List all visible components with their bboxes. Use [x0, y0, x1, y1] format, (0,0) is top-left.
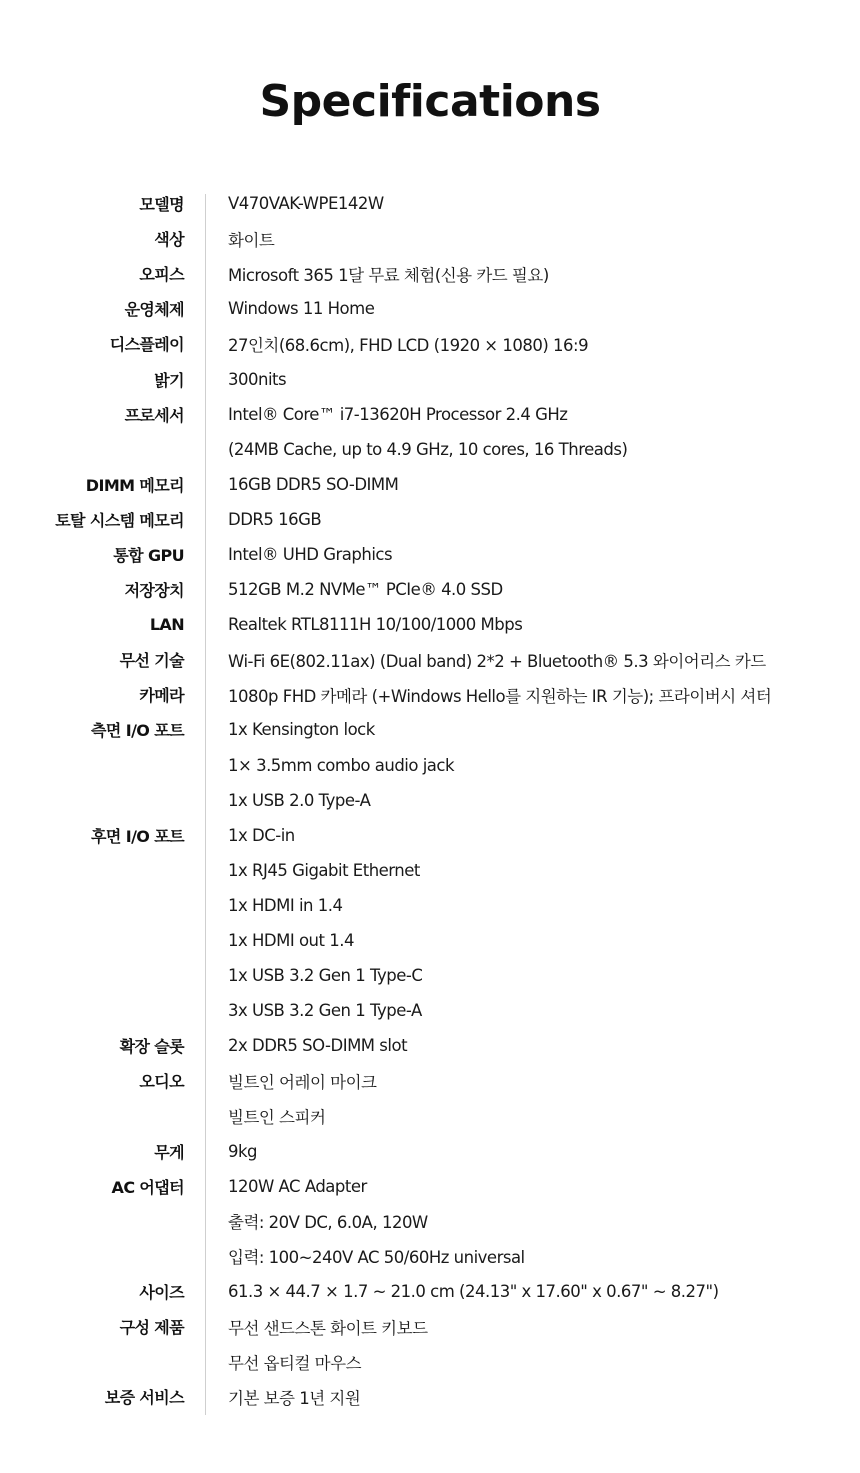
- spec-value: 빌트인 스피커: [228, 1107, 326, 1127]
- spec-row: [0, 1274, 860, 1309]
- spec-row: [0, 291, 860, 326]
- spec-label: 측면 I/O 포트: [91, 721, 184, 741]
- spec-row: [0, 853, 860, 888]
- spec-value: 1x HDMI out 1.4: [228, 931, 354, 951]
- spec-value: 1080p FHD 카메라 (+Windows Hello를 지원하는 IR 기능); 프라이버시 셔터: [228, 686, 772, 706]
- spec-row: [0, 888, 860, 923]
- spec-row: [0, 1239, 860, 1274]
- spec-label: 카메라: [139, 686, 184, 706]
- spec-label: AC 어댑터: [111, 1177, 184, 1197]
- spec-row: [0, 361, 860, 396]
- spec-value: 2x DDR5 SO-DIMM slot: [228, 1036, 408, 1056]
- spec-value: 화이트: [228, 230, 275, 250]
- spec-value: 300nits: [228, 369, 287, 389]
- spec-row: [0, 642, 860, 677]
- spec-value: 1x RJ45 Gigabit Ethernet: [228, 860, 420, 880]
- spec-value: (24MB Cache, up to 4.9 GHz, 10 cores, 16 Threads): [228, 439, 628, 459]
- spec-row: [0, 1028, 860, 1063]
- spec-row: [0, 502, 860, 537]
- spec-value: DDR5 16GB: [228, 509, 322, 529]
- spec-value: 입력: 100~240V AC 50/60Hz universal: [228, 1248, 525, 1268]
- spec-row: [0, 186, 860, 221]
- spec-value: Intel® Core™ i7-13620H Processor 2.4 GHz: [228, 404, 568, 424]
- spec-value: V470VAK-WPE142W: [228, 194, 384, 214]
- spec-row: [0, 1204, 860, 1239]
- spec-row: [0, 1169, 860, 1204]
- spec-row: [0, 256, 860, 291]
- spec-value: 3x USB 3.2 Gen 1 Type-A: [228, 1001, 422, 1021]
- spec-row: [0, 326, 860, 361]
- spec-row: [0, 1309, 860, 1344]
- spec-row: [0, 1098, 860, 1133]
- spec-label: 모델명: [139, 195, 184, 215]
- spec-value: 출력: 20V DC, 6.0A, 120W: [228, 1213, 428, 1233]
- spec-row: [0, 432, 860, 467]
- spec-label: 밝기: [154, 370, 184, 390]
- spec-value: 1x DC-in: [228, 825, 295, 845]
- spec-row: [0, 748, 860, 783]
- spec-row: [0, 1134, 860, 1169]
- spec-label: 무게: [154, 1142, 184, 1162]
- spec-row: [0, 1379, 860, 1414]
- spec-table: [0, 186, 860, 1414]
- spec-value: Windows 11 Home: [228, 299, 375, 319]
- spec-label: 토탈 시스템 메모리: [55, 510, 184, 530]
- spec-value: Wi-Fi 6E(802.11ax) (Dual band) 2*2 + Bluetooth® 5.3 와이어리스 카드: [228, 651, 766, 671]
- spec-row: [0, 572, 860, 607]
- spec-value: 1x USB 3.2 Gen 1 Type-C: [228, 966, 423, 986]
- spec-value: 61.3 × 44.7 × 1.7 ~ 21.0 cm (24.13" x 17.60" x 0.67" ~ 8.27"): [228, 1281, 719, 1301]
- spec-label: 디스플레이: [109, 335, 184, 355]
- spec-row: [0, 677, 860, 712]
- spec-label: 무선 기술: [119, 651, 184, 671]
- spec-label: 저장장치: [124, 581, 184, 601]
- spec-row: [0, 783, 860, 818]
- spec-label: DIMM 메모리: [85, 475, 184, 495]
- spec-label: 오피스: [139, 265, 184, 285]
- spec-row: [0, 1344, 860, 1379]
- spec-value: Intel® UHD Graphics: [228, 544, 393, 564]
- spec-value: 9kg: [228, 1141, 258, 1161]
- spec-label: 사이즈: [139, 1282, 184, 1302]
- spec-value: 무선 샌드스톤 화이트 키보드: [228, 1318, 428, 1338]
- spec-label: 확장 슬롯: [119, 1037, 184, 1057]
- spec-value: 512GB M.2 NVMe™ PCIe® 4.0 SSD: [228, 580, 503, 600]
- spec-value: 무선 옵티컬 마우스: [228, 1353, 362, 1373]
- spec-label: 색상: [154, 230, 184, 250]
- spec-value: 1x HDMI in 1.4: [228, 895, 343, 915]
- spec-label: 통합 GPU: [113, 545, 184, 565]
- spec-row: [0, 537, 860, 572]
- spec-row: [0, 607, 860, 642]
- spec-label: 운영체제: [124, 300, 184, 320]
- spec-row: [0, 397, 860, 432]
- spec-row: [0, 221, 860, 256]
- spec-label: 후면 I/O 포트: [91, 826, 184, 846]
- spec-row: [0, 712, 860, 747]
- spec-value: 1x USB 2.0 Type-A: [228, 790, 371, 810]
- spec-value: 16GB DDR5 SO-DIMM: [228, 474, 399, 494]
- spec-value: 120W AC Adapter: [228, 1176, 367, 1196]
- spec-value: 1x Kensington lock: [228, 720, 375, 740]
- spec-value: 빌트인 어레이 마이크: [228, 1072, 377, 1092]
- spec-row: [0, 818, 860, 853]
- spec-row: [0, 958, 860, 993]
- spec-label: 보증 서비스: [104, 1388, 184, 1408]
- spec-row: [0, 923, 860, 958]
- spec-row: [0, 1063, 860, 1098]
- spec-value: Microsoft 365 1달 무료 체험(신용 카드 필요): [228, 265, 549, 285]
- spec-value: Realtek RTL8111H 10/100/1000 Mbps: [228, 615, 523, 635]
- spec-label: 프로세서: [124, 405, 184, 425]
- spec-value: 27인치(68.6cm), FHD LCD (1920 × 1080) 16:9: [228, 335, 589, 355]
- page-title: Specifications: [259, 76, 601, 127]
- spec-label: 오디오: [139, 1072, 184, 1092]
- spec-label: LAN: [149, 615, 184, 635]
- spec-label: 구성 제품: [119, 1318, 184, 1338]
- spec-value: 기본 보증 1년 지원: [228, 1388, 361, 1408]
- spec-row: [0, 467, 860, 502]
- spec-row: [0, 993, 860, 1028]
- spec-value: 1× 3.5mm combo audio jack: [228, 755, 455, 775]
